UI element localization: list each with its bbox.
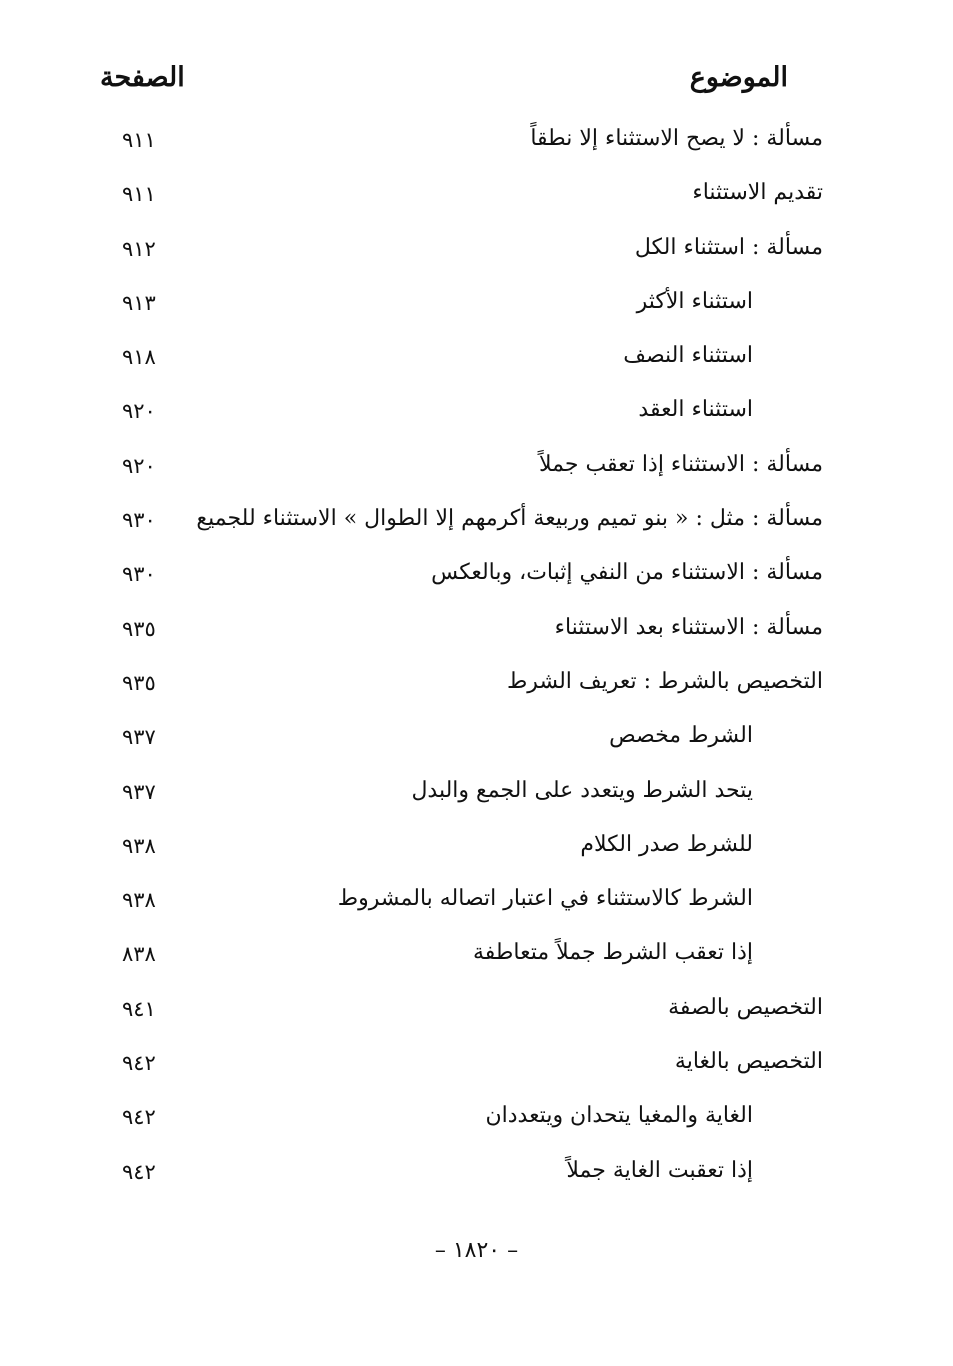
toc-topic: استثناء الأكثر [636,288,753,314]
toc-page-number: ٩٣٠ [122,562,156,587]
toc-topic: الشرط مخصص [609,723,753,749]
toc-page-number: ٩٣٠ [122,508,156,533]
toc-topic: الغاية والمغيا يتحدان ويتعددان [485,1103,753,1129]
toc-page-number: ٩٤٢ [122,1159,156,1184]
toc-row [0,223,953,277]
toc-page-number: ٩١٨ [122,345,156,370]
column-header-page: الصفحة [100,62,185,93]
toc-topic: مسألة : الاستثناء بعد الاستثناء [554,614,823,640]
toc-topic: مسألة : لا يصح الاستثناء إلا نطقاً [530,126,823,151]
toc-topic: استثناء النصف [623,343,753,369]
toc-row [0,657,953,711]
toc-topic: التخصيص بالغاية [674,1049,823,1075]
toc-page-number: ٩٣٨ [122,833,156,858]
toc-page-number: ٩٤١ [122,996,156,1021]
toc-topic: للشرط صدر الكلام [580,831,753,857]
toc-row [0,548,953,602]
toc-topic: الشرط كالاستثناء في اعتبار اتصاله بالمشروط [337,886,753,912]
toc-topic: إذا تعقب الشرط جملاً متعاطفة [472,940,753,966]
toc-row [0,766,953,820]
toc-row [0,1037,953,1091]
toc-page-number: ٩٤٢ [122,1051,156,1076]
toc-topic: يتحد الشرط ويتعدد على الجمع والبدل [411,777,753,803]
toc-page-number: ٩٣٥ [122,670,156,695]
toc-page-number: ٩١١ [122,128,156,152]
toc-topic: استثناء العقد [638,397,753,423]
page-number: – ١٨٢٠ – [434,1238,519,1263]
toc-topic: مسألة : الاستثناء من النفي إثبات، وبالعكس [431,560,823,586]
toc-topic: مسألة : الاستثناء إذا تعقب جملاً [539,451,823,477]
toc-topic: التخصيص بالصفة [668,994,823,1020]
toc-row [0,440,953,494]
toc-row [0,711,953,765]
toc-row [0,874,953,928]
toc-topic: تقديم الاستثناء [692,180,823,206]
toc-page-number: ٩٣٧ [122,779,156,804]
toc-page-number: ٩٣٥ [122,616,156,641]
toc-row [0,983,953,1037]
toc-page-number: ٩٣٨ [122,888,156,913]
toc-topic: مسألة : استثناء الكل [634,234,823,260]
toc-page-number: ٩٢٠ [122,453,156,478]
toc-page-number: ٩١١ [122,182,156,207]
toc-row [0,603,953,657]
toc-topic: التخصيص بالشرط : تعريف الشرط [506,668,823,694]
toc-row [0,385,953,439]
toc-row [0,331,953,385]
toc-row [0,114,953,168]
toc-row [0,820,953,874]
toc-page-number: ٩٢٠ [122,399,156,424]
toc-page-number: ٨٣٨ [122,942,156,967]
toc-page-number: ٩٤٢ [122,1105,156,1130]
toc-list [0,114,953,1200]
toc-row [0,928,953,982]
toc-row [0,494,953,548]
toc-row [0,277,953,331]
toc-row [0,1091,953,1145]
toc-topic: إذا تعقبت الغاية جملاً [566,1157,753,1183]
toc-page-number: ٩١٢ [122,236,156,261]
column-header-topic: الموضوع [689,62,788,93]
toc-page-number: ٩٣٧ [122,725,156,750]
toc-row [0,168,953,222]
toc-page-number: ٩١٣ [122,290,156,315]
toc-row [0,1146,953,1200]
toc-topic: مسألة : مثل : « بنو تميم وربيعة أكرمهم إلا الطوال » الاستثناء للجميع [196,506,823,532]
